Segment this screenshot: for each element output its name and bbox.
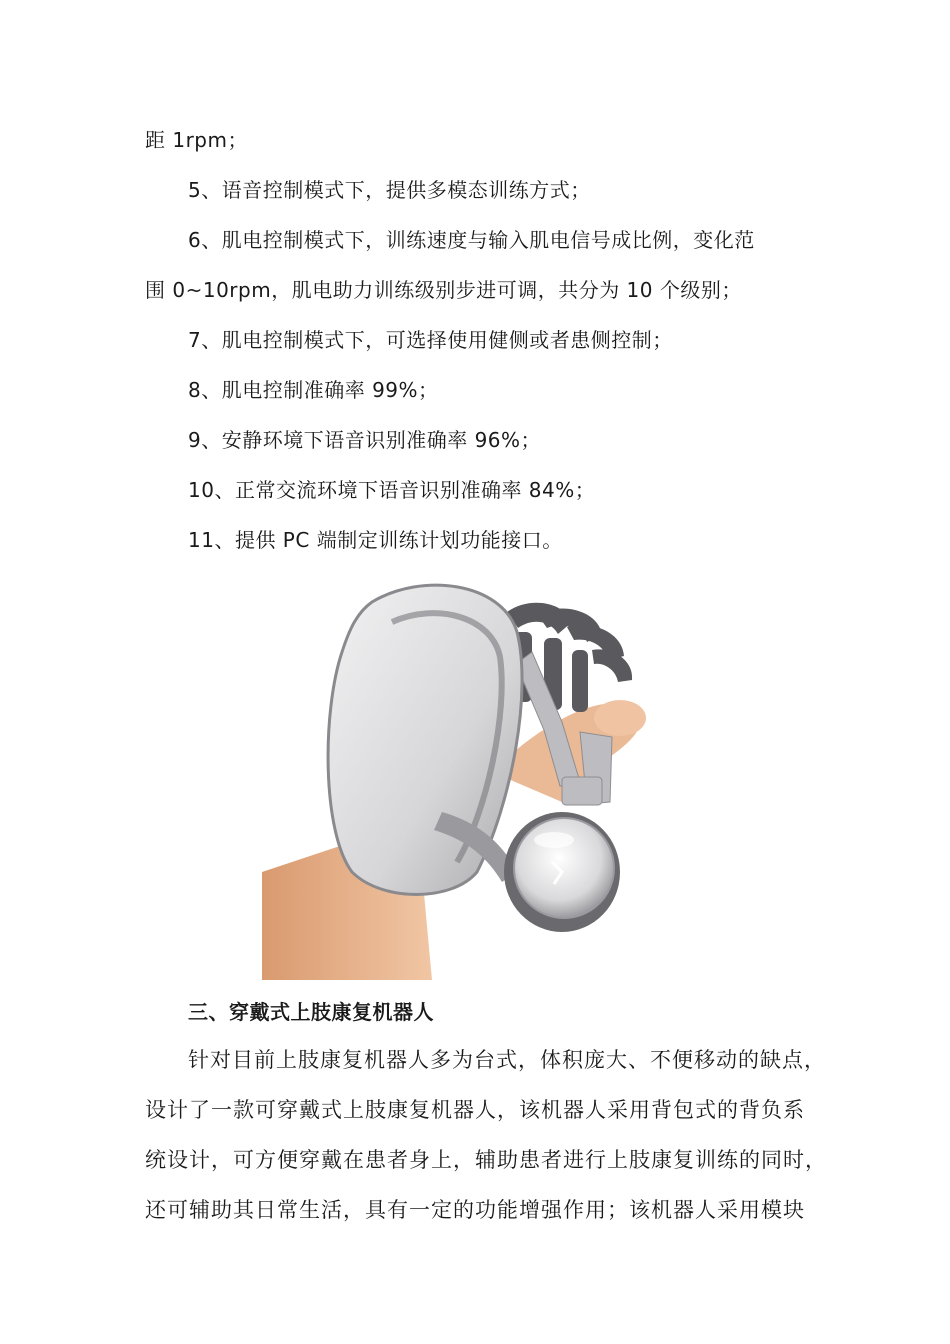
paragraph-line-4: 还可辅助其日常生活，具有一定的功能增强作用；该机器人采用模块 [145,1198,805,1222]
paragraph-line-3: 统设计，可方便穿戴在患者身上，辅助患者进行上肢康复训练的同时， [145,1148,827,1172]
text-line-8: 10、正常交流环境下语音识别准确率 84%； [188,478,596,502]
paragraph-line-2: 设计了一款可穿戴式上肢康复机器人，该机器人采用背包式的背负系 [145,1098,805,1122]
text-line-2: 5、语音控制模式下，提供多模态训练方式； [188,178,591,202]
text-line-6: 8、肌电控制准确率 99%； [188,378,439,402]
text-line-3: 6、肌电控制模式下，训练速度与输入肌电信号成比例，变化范 [188,228,755,252]
device-illustration [262,572,682,980]
text-line-4: 围 0~10rpm，肌电助力训练级别步进可调，共分为 10 个级别； [145,278,742,302]
section-heading: 三、穿戴式上肢康复机器人 [188,1000,434,1024]
text-line-5: 7、肌电控制模式下，可选择使用健侧或者患侧控制； [188,328,673,352]
text-line-1: 距 1rpm； [145,128,248,152]
hand-rehab-device-image [262,572,682,980]
text-line-7: 9、安静环境下语音识别准确率 96%； [188,428,542,452]
paragraph-line-1: 针对目前上肢康复机器人多为台式，体积庞大、不便移动的缺点， [188,1048,826,1072]
text-line-9: 11、提供 PC 端制定训练计划功能接口。 [188,528,563,552]
